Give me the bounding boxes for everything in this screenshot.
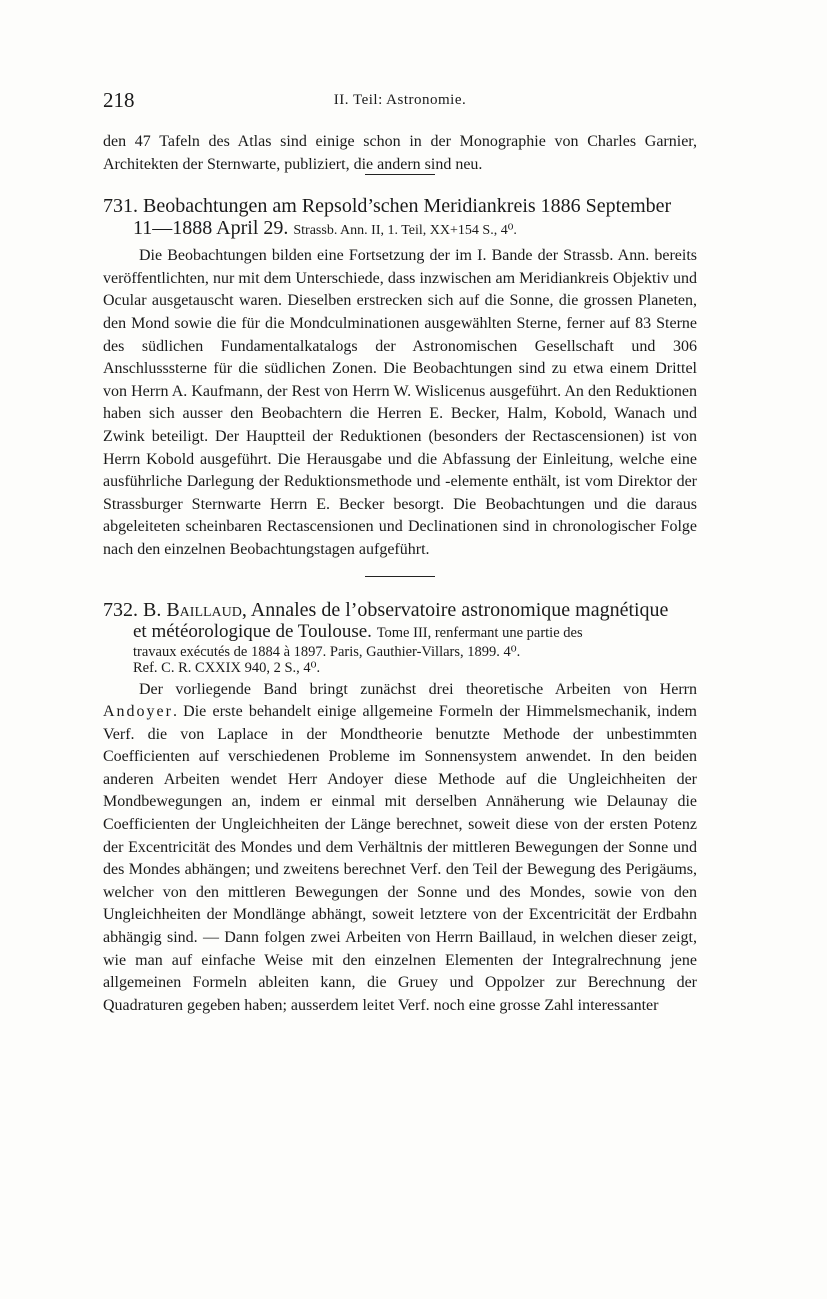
entry-title-cont: 11—1888 April 29. xyxy=(133,217,289,240)
page-number: 218 xyxy=(103,88,135,112)
entry-citation: Tome III, renfermant une partie des xyxy=(376,624,583,641)
entry-heading xyxy=(103,195,697,242)
author-initial: B. xyxy=(143,598,162,621)
page xyxy=(103,88,697,1017)
entry-reference: Ref. C. R. CXXIX 940, 2 S., 4⁰. xyxy=(133,659,321,676)
running-title: II. Teil: Astronomie. xyxy=(333,92,467,108)
entry-732 xyxy=(103,599,697,1018)
entry-heading xyxy=(103,599,697,644)
body-start: Der vorliegende Band bringt zunächst drei theoretische Arbeiten von Herrn xyxy=(139,680,697,698)
entry-title-cont: et météorologique de Toulouse. xyxy=(133,620,372,642)
entry-731 xyxy=(103,195,697,561)
author-mention: Andoyer xyxy=(103,703,173,721)
section-divider xyxy=(365,576,435,577)
entry-citation-cont: travaux exécutés de 1884 à 1897. Paris, Gauthier-Villars, 1899. 4⁰. xyxy=(133,643,521,660)
entry-body xyxy=(103,679,697,1018)
author-name: Baillaud xyxy=(166,598,242,621)
entry-title: , Annales de l’observatoire astronomique magnétique xyxy=(241,598,669,621)
entry-number: 731. xyxy=(103,195,138,218)
entry-title: Beobachtungen am Repsold’schen Meridiankreis 1886 September xyxy=(143,195,672,218)
intro-paragraph: den 47 Tafeln des Atlas sind einige schon in der Monographie von Charles Garnier, Architekten der Sternwarte, publiziert, die andern sind neu. xyxy=(103,133,697,173)
entry-body: Die Beobachtungen bilden eine Fortsetzung der im I. Bande der Strassb. Ann. bereits veröffentlichten, nur mit dem Unterschiede, dass inzwischen am Meridiankreis Objektiv und Ocular ausgetauscht waren. Dieselben erstrecken sich auf die Sonne, die grossen Planeten, den Mond sowie die für die Mondculminationen ausgewählten Sterne, ferner auf 83 Sterne des südlichen Fundamentalkatalogs der Astronomischen Gesellschaft und 306 Anschlusssterne für die südlichen Zonen. Die Beobachtungen sind zu etwa einem Drittel von Herrn A. Kaufmann, der Rest von Herrn W. Wislicenus ausgeführt. An den Reduktionen haben sich ausser den Beobachtern die Herren E. Becker, Halm, Kobold, Wanach und Zwink beteiligt. Der Hauptteil der Reduktionen (besonders der Rectascensionen) ist von Herrn Kobold ausgeführt. Die Herausgabe und die Abfassung der Einleitung, welche eine ausführliche Darlegung der Reduktionsmethode und -elemente enthält, ist vom Direktor der Strassburger Sternwarte Herrn E. Becker besorgt. Die Beobachtungen und die daraus abgeleiteten scheinbaren Rectascensionen und Declinationen sind in chronologischer Folge nach den einzelnen Beobachtungstagen aufgeführt. xyxy=(103,247,697,558)
entry-number: 732. xyxy=(103,598,138,621)
page-header xyxy=(103,88,697,114)
body-rest: . Die erste behandelt einige allgemeine Formeln der Himmelsmechanik, indem Verf. die von Laplace in der Mondtheorie benutzte Methode der unbestimmten Coefficienten auf verschiedenen Probleme im Sonnensystem anwendet. In den beiden anderen Arbeiten wendet Herr Andoyer diese Methode auf die Ungleichheiten der Mondbewegungen an, indem er einmal mit derselben Annäherung wie Delaunay die Coefficienten der Ungleichheiten der Länge berechnet, soweit diese von der ersten Potenz der Excentricität des Mondes und dem Verhältnis der mittleren Bewegungen der Sonne und des Mondes abhängen; und zweitens berechnet Verf. den Teil der Bewegung des Perigäums, welcher von den mittleren Bewegungen der Sonne und des Mondes, sowie von den Ungleichheiten der Mondlänge abhängt, soweit letztere von der Excentricität der Erdbahn abhängig sind. — Dann folgen zwei Arbeiten von Herrn Baillaud, in welchen dieser zeigt, wie man auf einfache Weise mit den einzelnen Elementen der Integralrechnung jene allgemeinen Formeln ableiten kann, die Gruey und Oppolzer zur Berechnung der Quadraturen gegeben haben; ausserdem leitet Verf. noch eine grosse Zahl interessanter xyxy=(103,703,697,1014)
entry-citation: Strassb. Ann. II, 1. Teil, XX+154 S., 4⁰. xyxy=(293,223,517,239)
